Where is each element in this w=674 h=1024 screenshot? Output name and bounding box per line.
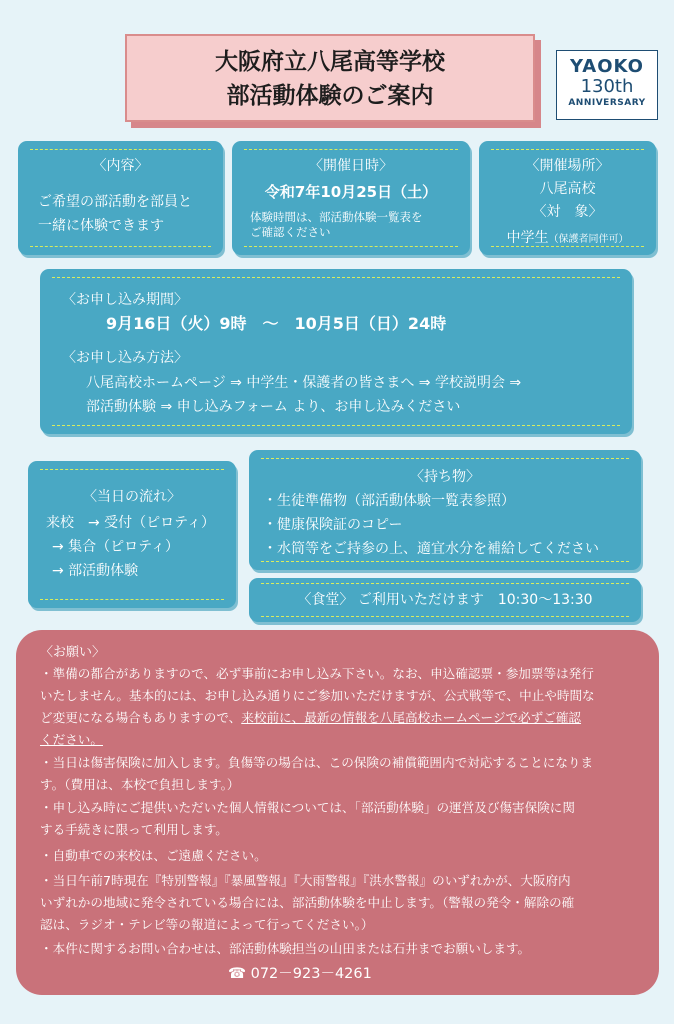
flow-heading: 〈当日の流れ〉 (83, 489, 181, 505)
request-1-line-2: いたしません。基本的には、お申し込み通りにご参加いただけますが、公式戦等で、中止や時間な (40, 688, 595, 703)
period-heading: 〈お申し込み期間〉 (62, 292, 188, 308)
items-line-2: ・健康保険証のコピー (263, 517, 403, 533)
request-5-line-3: 認は、ラジオ・テレビ等の報道によって行ってください。） (40, 917, 374, 932)
flow-line-3: → 部活動体験 (52, 563, 139, 579)
date-heading: 〈開催日時〉 (309, 158, 393, 174)
request-1-line-3a: ど変更になる場合もありますので、 (40, 710, 242, 725)
requests-panel (16, 630, 659, 995)
logo-text-130th: 130th (580, 76, 634, 97)
contact-phone: 072－923－4261 (250, 966, 372, 982)
request-6-line-1: ・本件に関するお問い合わせは、部活動体験担当の山田または石井までお願いします。 (40, 941, 531, 956)
method-line-2: 部活動体験 ⇒ 申し込みフォーム より、お申し込みください (86, 399, 461, 415)
content-card (18, 141, 223, 255)
request-4-line-1: ・自動車での来校は、ご遠慮ください。 (40, 848, 267, 863)
target-value (479, 229, 656, 249)
date-card (232, 141, 470, 255)
items-line-1: ・生徒準備物（部活動体験一覧表参照） (263, 493, 515, 509)
request-2-line-2: す。（費用は、本校で負担します。） (40, 777, 240, 792)
telephone-icon: ☎ (228, 966, 247, 982)
content-heading: 〈内容〉 (92, 158, 149, 174)
content-line-1: ご希望の部活動を部員と (38, 194, 192, 210)
venue-card (479, 141, 656, 255)
flow-line-1: 来校 → 受付（ピロティ） (46, 515, 216, 531)
date-note-1: 体験時間は、部活動体験一覧表を (250, 210, 423, 224)
cafeteria-card (249, 578, 641, 622)
method-heading: 〈お申し込み方法〉 (62, 350, 188, 366)
date-note-2: ご確認ください (250, 225, 331, 239)
anniversary-logo (556, 50, 658, 120)
target-heading: 〈対 象〉 (532, 204, 603, 220)
logo-text-anniversary: ANNIVERSARY (568, 98, 646, 108)
title-box (125, 34, 535, 122)
request-1-line-1: ・準備の都合がありますので、必ず事前にお申し込み下さい。なお、申込確認票・参加票等は発行 (40, 666, 594, 681)
contact-phone-row (228, 965, 372, 983)
logo-text-yaoko: YAOKO (570, 56, 644, 77)
request-3-line-2: する手続きに限って利用します。 (40, 822, 228, 837)
request-3-line-1: ・申し込み時にご提供いただいた個人情報については、「部活動体験」の運営及び傷害保険に関 (40, 800, 575, 815)
application-card (40, 269, 632, 434)
flow-line-2: → 集合（ピロティ） (52, 539, 180, 555)
method-line-1: 八尾高校ホームページ ⇒ 中学生・保護者の皆さまへ ⇒ 学校説明会 ⇒ (86, 375, 522, 391)
request-1-line-3 (40, 710, 581, 726)
event-date: 令和7年10月25日（土） (264, 183, 438, 201)
flow-card (28, 461, 236, 608)
items-line-3: ・水筒等をご持参の上、適宜水分を補給してください (263, 541, 599, 557)
request-1-line-4: ください。 (40, 732, 103, 747)
request-5-line-2: いずれかの地域に発令されている場合には、部活動体験を中止します。（警報の発令・解除の確 (40, 895, 575, 910)
items-heading: 〈持ち物〉 (410, 469, 480, 485)
request-2-line-1: ・当日は傷害保険に加入します。負傷等の場合は、この保険の補償範囲内で対応することになりま (40, 755, 594, 770)
target-note: （保護者同伴可） (548, 234, 629, 245)
page-title: 部活動体験のご案内 (226, 83, 434, 109)
cafeteria-text: 〈食堂〉 ご利用いただけます 10:30～13:30 (297, 592, 593, 608)
requests-heading: 〈お願い〉 (40, 645, 106, 660)
items-card (249, 450, 641, 570)
content-line-2: 一緒に体験できます (38, 218, 164, 234)
venue-heading: 〈開催場所〉 (525, 158, 610, 174)
venue-place: 八尾高校 (539, 181, 596, 197)
request-5-line-1: ・当日午前7時現在『特別警報』『暴風警報』『大雨警報』『洪水警報』のいずれかが、大阪府内 (40, 873, 571, 888)
request-1-emphasis: 来校前に、最新の情報を八尾高校ホームページで必ずご確認 (241, 710, 582, 725)
target-text: 中学生 (506, 230, 549, 246)
school-name: 大阪府立八尾高等学校 (215, 49, 445, 75)
application-period: 9月16日（火）9時 ～ 10月5日（日）24時 (106, 314, 447, 333)
